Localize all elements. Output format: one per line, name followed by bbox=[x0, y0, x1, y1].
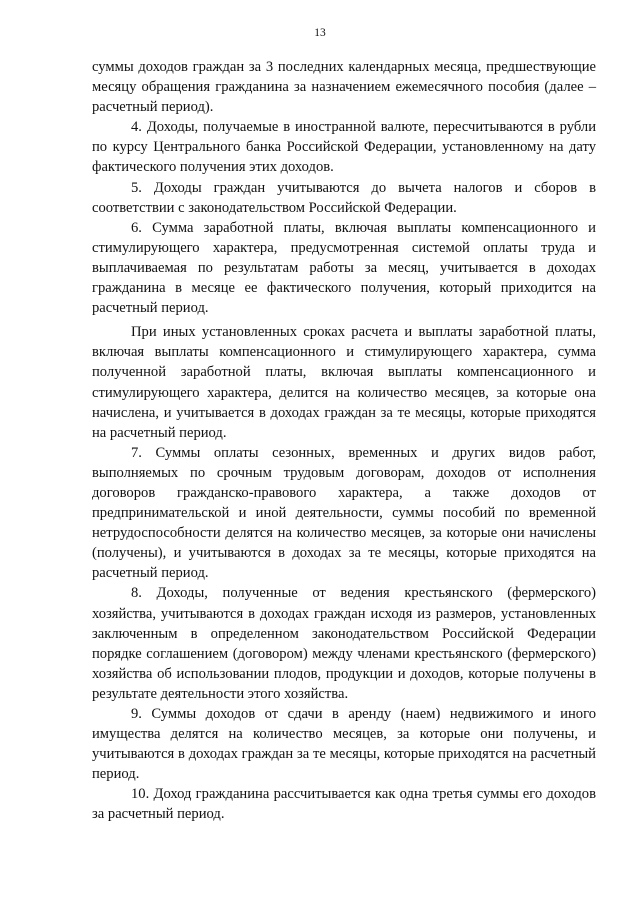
paragraph-9: 9. Суммы доходов от сдачи в аренду (наем) недвижимого и иного имущества делятся на количество месяцев, за которые они получены, и учитываются в доходах граждан за те месяцы, которые приходятся на расчетный период. bbox=[92, 706, 596, 783]
paragraph-6: 6. Сумма заработной платы, включая выплаты компенсационного и стимулирующего характера, предусмотренная системой оплаты труда и выплачиваемая по результатам работы за месяц, учитывается в доходах гражданина в месяце ее фактического получения, который приходится на расчетный период. bbox=[92, 219, 596, 317]
paragraph-4: 4. Доходы, получаемые в иностранной валюте, пересчитываются в рубли по курсу Центрального банка Российской Федерации, установленному на дату фактического получения этих доходов. bbox=[92, 119, 596, 176]
paragraph-10: 10. Доход гражданина рассчитывается как одна третья суммы его доходов за расчетный период. bbox=[92, 786, 596, 823]
paragraph-continuation: суммы доходов граждан за 3 последних календарных месяца, предшествующие месяцу обращения гражданина за назначением ежемесячного пособия (далее – расчетный период). bbox=[92, 59, 596, 116]
paragraph-8: 8. Доходы, полученные от ведения крестьянского (фермерского) хозяйства, учитываются в доходах граждан исходя из размеров, установленных заключенным в определенном законодательством Российской Федерации порядке соглашением (договором) между членами крестьянского (фермерского) хозяйства об использовании плодов, продукции и доходов, которые получены в результате деятельности этого хозяйства. bbox=[92, 585, 596, 702]
paragraph-7: 7. Суммы оплаты сезонных, временных и других видов работ, выполняемых по срочным трудовым договорам, доходов от исполнения договоров гражданско-правового характера, а также доходов от предпринимательской и иной деятельности, суммы пособий по временной нетрудоспособности делятся на количество месяцев, за которые они начислены (получены), и учитываются в доходах за те месяцы, которые приходятся на расчетный период. bbox=[92, 444, 596, 582]
page-number: 13 bbox=[314, 27, 326, 39]
paragraph-5: 5. Доходы граждан учитываются до вычета налогов и сборов в соответствии с законодательством Российской Федерации. bbox=[92, 179, 596, 216]
document-body bbox=[92, 57, 596, 825]
paragraph-6-continued: При иных установленных сроках расчета и выплаты заработной платы, включая выплаты компенсационного и стимулирующего характера, сумма полученной заработной платы, включая выплаты компенсационного и стимулирующего характера, делится на количество месяцев, за которые она начислена, и учитывается в доходах граждан за те месяцы, которые приходятся на расчетный период. bbox=[92, 324, 596, 441]
